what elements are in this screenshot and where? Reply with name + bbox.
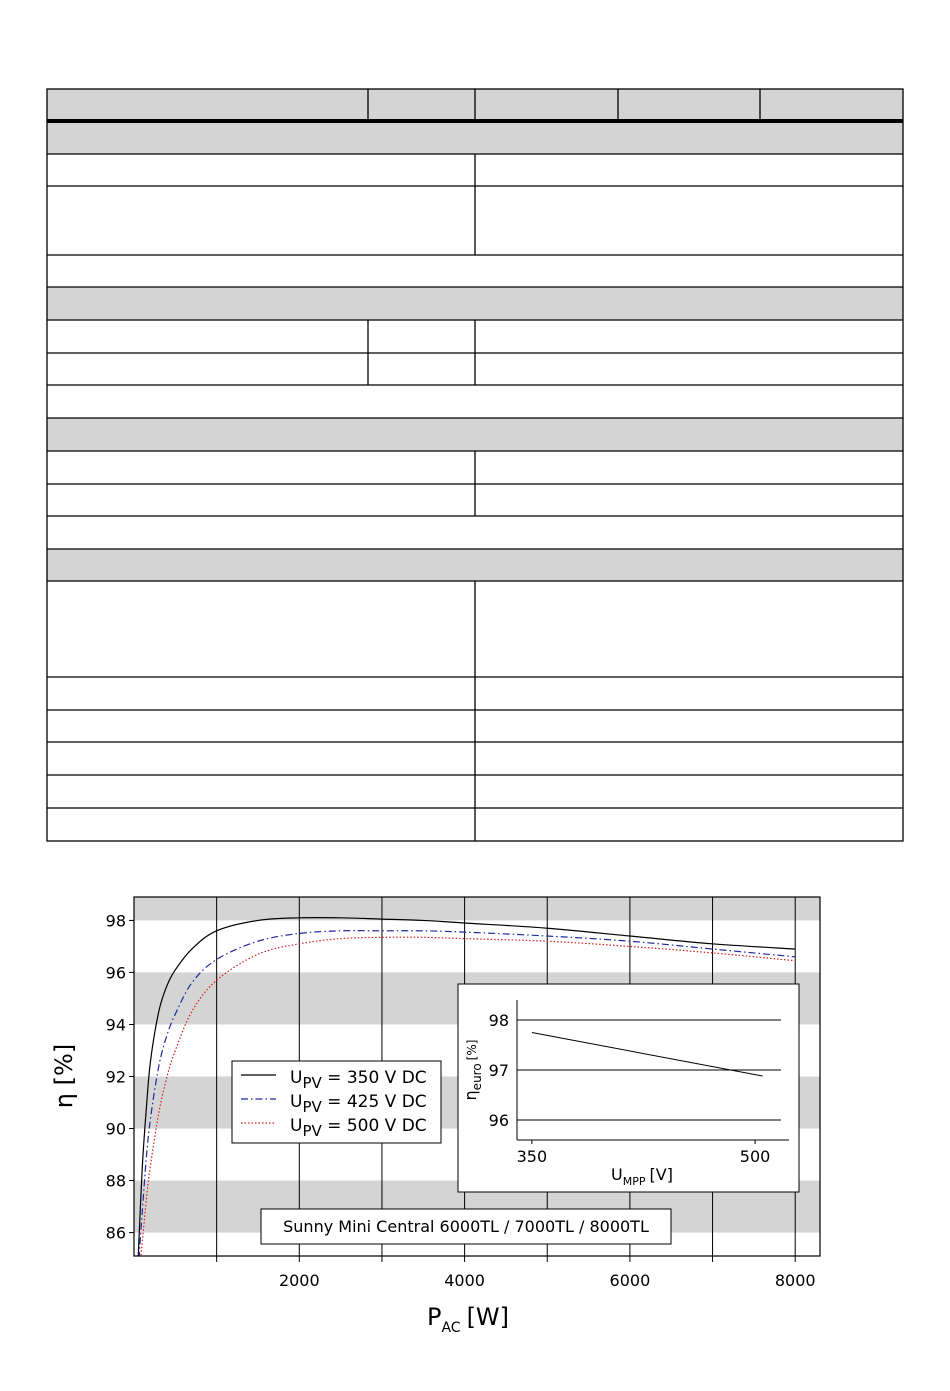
legend-label-425: UPV = 425 V DC — [290, 1092, 427, 1116]
x-axis-title — [427, 1303, 509, 1336]
model-caption — [261, 1209, 671, 1244]
inset-y-axis-title: $\eta_{euro}[\%]$ — [461, 1039, 484, 1101]
table-section-3 — [47, 287, 903, 320]
inset-y-tick-label: 97 — [488, 1061, 509, 1080]
inset-y-tick-label: 98 — [488, 1011, 509, 1030]
efficiency-chart — [0, 860, 950, 1391]
svg-text:Sunny Mini Central 6000TL / 70: Sunny Mini Central 6000TL / 7000TL / 8000TL — [283, 1217, 649, 1236]
x-axis-title-unit: [W] — [466, 1303, 510, 1331]
y-tick-label: 96 — [105, 963, 126, 983]
inset-y-tick-label: 96 — [488, 1111, 509, 1130]
inset-chart — [458, 984, 799, 1192]
x-tick-label: 8000 — [774, 1271, 816, 1290]
inset-x-axis-title: $U_{MPP}$ [V] — [611, 1165, 673, 1188]
y-tick-label: 90 — [105, 1119, 126, 1139]
gray-band — [134, 897, 820, 920]
legend-label-500: UPV = 500 V DC — [290, 1116, 427, 1140]
table-section-5 — [47, 549, 903, 581]
x-axis-title-main: P — [426, 1303, 442, 1331]
y-tick-label: 98 — [105, 911, 126, 931]
x-tick-label: 4000 — [444, 1271, 485, 1290]
inset-x-tick-label: 350 — [516, 1147, 548, 1166]
y-tick-label: 94 — [105, 1015, 126, 1035]
x-axis-title-sub: AC — [441, 1320, 461, 1336]
x-tick-label: 2000 — [278, 1271, 320, 1290]
y-tick-label: 92 — [105, 1067, 126, 1087]
legend-label-350: UPV = 350 V DC — [290, 1068, 427, 1092]
table-section-2 — [47, 122, 903, 154]
table-section-4 — [47, 418, 903, 451]
legend — [232, 1061, 441, 1143]
inset-x-tick-label: 500 — [739, 1147, 771, 1166]
y-axis-title: η [%] — [50, 1043, 78, 1109]
y-tick-label: 88 — [105, 1171, 126, 1191]
x-tick-label: 6000 — [609, 1271, 651, 1290]
y-tick-label: 86 — [105, 1223, 126, 1243]
